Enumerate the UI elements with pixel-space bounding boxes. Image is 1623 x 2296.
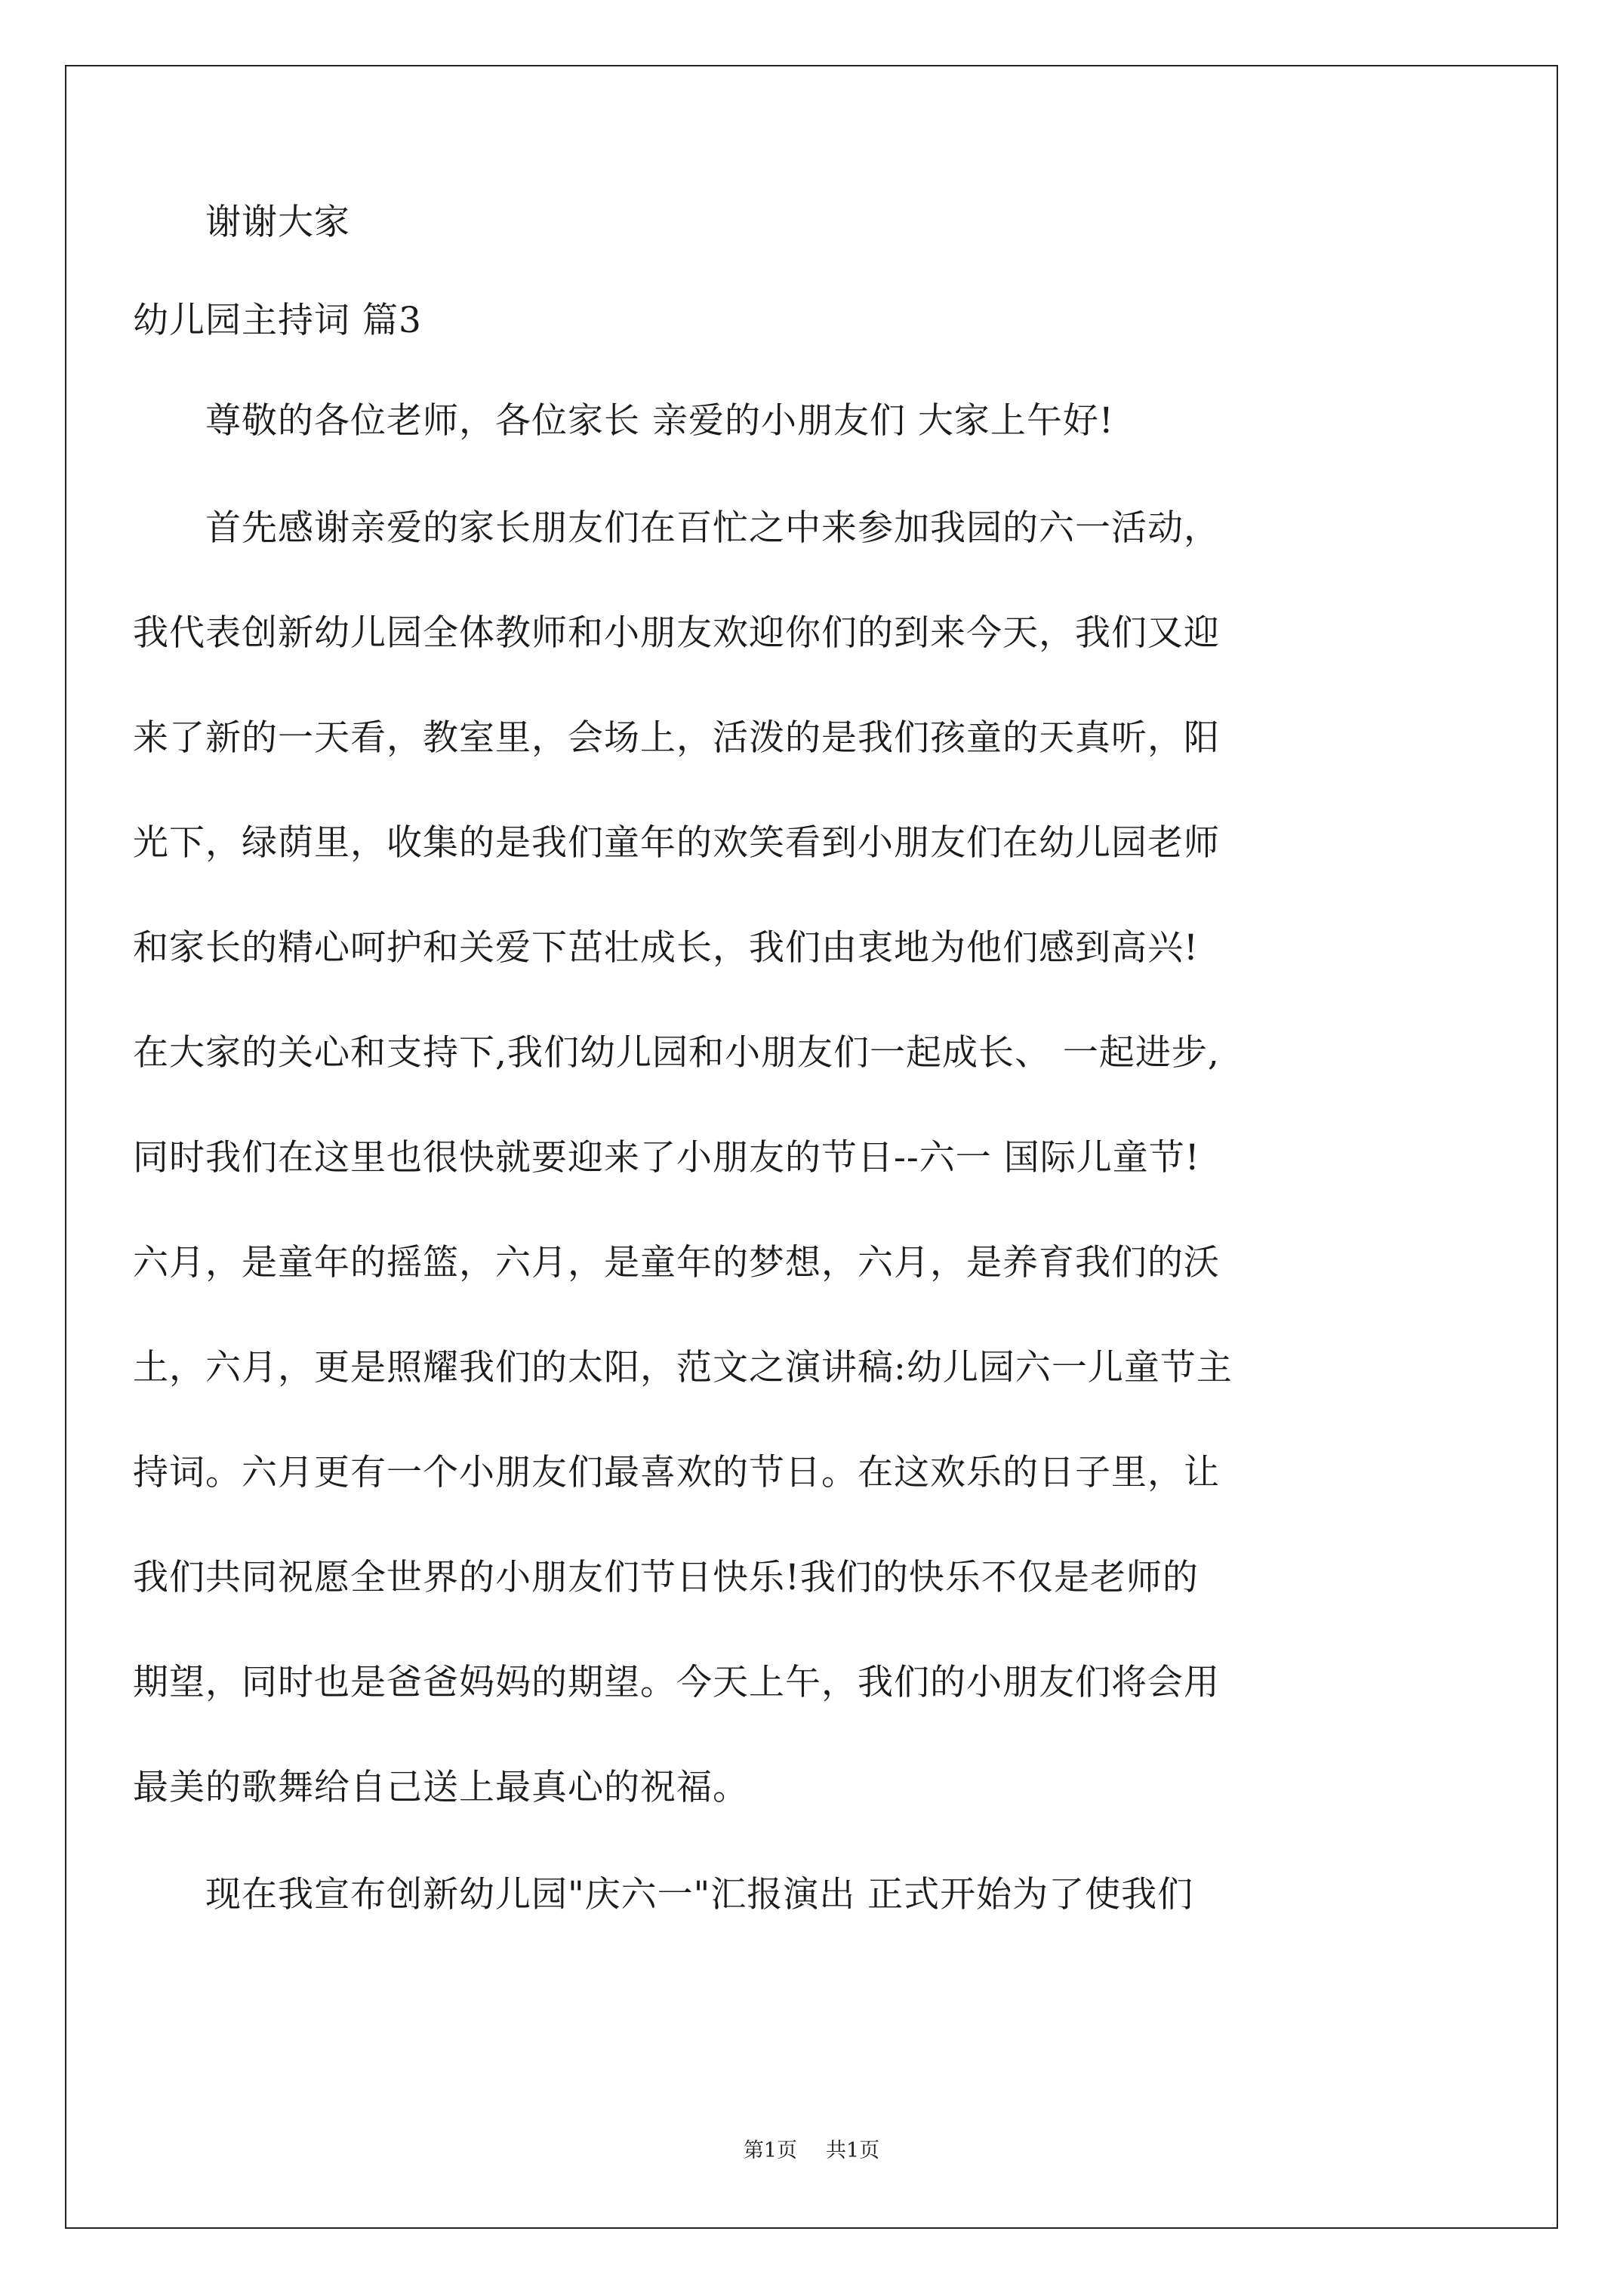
document-body	[133, 204, 1492, 1914]
page-number-current: 第1页	[743, 2139, 797, 2162]
paragraph-line: 同时我们在这里也很快就要迎来了小朋友的节日--六一 国际儿童节!	[133, 1137, 1200, 1179]
paragraph-line: 光下，绿荫里，收集的是我们童年的欢笑看到小朋友们在幼儿园老师	[133, 822, 1220, 864]
paragraph-line: 现在我宣布创新幼儿园"庆六一"汇报演出 正式开始为了使我们	[205, 1874, 1194, 1915]
section-heading: 幼儿园主持词 篇3	[133, 300, 422, 341]
paragraph-line: 来了新的一天看，教室里，会场上，活泼的是我们孩童的天真听，阳	[133, 717, 1220, 759]
paragraph-line: 在大家的关心和支持下,我们幼儿园和小朋友们一起成长、 一起进步,	[133, 1032, 1220, 1074]
paragraph-line: 持词。六月更有一个小朋友们最喜欢的节日。在这欢乐的日子里，让	[133, 1452, 1220, 1493]
paragraph-line: 我们共同祝愿全世界的小朋友们节日快乐!我们的快乐不仅是老师的	[133, 1557, 1199, 1598]
paragraph-line: 最美的歌舞给自己送上最真心的祝福。	[133, 1767, 749, 1808]
paragraph-line: 土，六月，更是照耀我们的太阳，范文之演讲稿:幼儿园六一儿童节主	[133, 1347, 1233, 1388]
page-footer	[0, 2140, 1623, 2162]
paragraph-line: 期望，同时也是爸爸妈妈的期望。今天上午，我们的小朋友们将会用	[133, 1662, 1220, 1703]
closing-line: 谢谢大家	[205, 202, 350, 243]
greeting-line: 尊敬的各位老师，各位家长 亲爱的小朋友们 大家上午好!	[205, 400, 1114, 442]
paragraph-line: 和家长的精心呵护和关爱下茁壮成长，我们由衷地为他们感到高兴!	[133, 927, 1199, 969]
paragraph-line: 六月，是童年的摇篮，六月，是童年的梦想，六月，是养育我们的沃	[133, 1242, 1220, 1284]
paragraph-line: 我代表创新幼儿园全体教师和小朋友欢迎你们的到来今天，我们又迎	[133, 612, 1220, 654]
page-number-total: 共1页	[826, 2139, 880, 2162]
paragraph-line: 首先感谢亲爱的家长朋友们在百忙之中来参加我园的六一活动，	[205, 507, 1220, 549]
